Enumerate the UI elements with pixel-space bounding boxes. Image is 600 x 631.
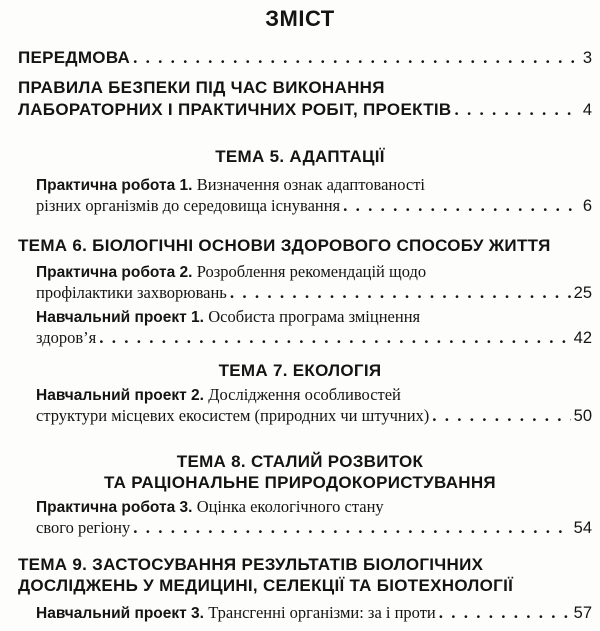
topic-heading: ТЕМА 5. АДАПТАЦІЇ (215, 147, 385, 166)
entry-text: Трансгенні організми: за і проти (208, 603, 436, 622)
topic-heading: ТЕМА 7. ЕКОЛОГІЯ (218, 361, 382, 380)
leader-dots (230, 283, 571, 303)
toc-entry[interactable] (36, 262, 592, 283)
toc-entry[interactable] (36, 307, 592, 328)
topic-heading: ТЕМА 6. БІОЛОГІЧНІ ОСНОВИ ЗДОРОВОГО СПОСОБУ ЖИТТЯ (18, 236, 551, 255)
toc-entry-title: ЛАБОРАТОРНИХ І ПРАКТИЧНИХ РОБІТ, ПРОЕКТІВ (18, 100, 452, 119)
topic-heading: ТЕМА 9. ЗАСТОСУВАННЯ РЕЗУЛЬТАТІВ БІОЛОГІЧНИХ (18, 555, 484, 574)
leader-dots (133, 518, 570, 538)
entry-text: Розроблення рекомендацій щодо (196, 262, 427, 281)
entry-text: профілактики захворювань (36, 283, 227, 302)
page-number: 6 (582, 197, 592, 215)
topic-heading: ДОСЛІДЖЕНЬ У МЕДИЦИНІ, СЕЛЕКЦІЇ ТА БІОТЕХНОЛОГІЇ (18, 576, 514, 595)
page-number: 25 (573, 284, 592, 302)
leader-dots (439, 603, 571, 623)
entry-text: Дослідження особливостей (208, 385, 401, 404)
toc-entry[interactable] (36, 175, 592, 196)
toc-entry-title: ПРАВИЛА БЕЗПЕКИ ПІД ЧАС ВИКОНАННЯ (18, 78, 385, 97)
leader-dots (432, 406, 570, 426)
entry-text: здоров’я (36, 328, 97, 347)
entry-label: Практична робота 3. (36, 499, 193, 516)
topic-heading: ТА РАЦІОНАЛЬНЕ ПРИРОДОКОРИСТУВАННЯ (104, 473, 496, 492)
toc-entry-safety-line1[interactable] (18, 78, 592, 98)
page-title: ЗМІСТ (265, 6, 335, 31)
page-number: 57 (573, 604, 592, 622)
page-number: 50 (573, 407, 592, 425)
entry-text: Оцінка екологічного стану (196, 497, 384, 516)
toc-entry-preface[interactable] (18, 48, 592, 68)
entry-label: Навчальний проект 3. (36, 605, 204, 622)
toc-entry-title: ПЕРЕДМОВА (18, 48, 131, 67)
entry-label: Практична робота 1. (36, 177, 193, 194)
leader-dots (133, 48, 580, 68)
toc-entry[interactable] (36, 518, 592, 538)
leader-dots (454, 100, 579, 120)
entry-text: Визначення ознак адаптованості (196, 175, 425, 194)
toc-entry[interactable] (36, 406, 592, 426)
leader-dots (99, 328, 570, 348)
toc-entry[interactable] (36, 283, 592, 303)
toc-entry[interactable] (36, 328, 592, 348)
page-number: 42 (573, 329, 592, 347)
entry-text: різних організмів до середовища існування (36, 196, 341, 215)
entry-text: свого регіону (36, 518, 131, 537)
toc-entry[interactable] (36, 603, 592, 624)
entry-label: Практична робота 2. (36, 264, 193, 281)
page-number: 4 (582, 101, 592, 119)
page-number: 3 (582, 49, 592, 67)
entry-label: Навчальний проект 1. (36, 309, 204, 326)
toc-entry-safety-line2[interactable] (18, 100, 592, 120)
page-number: 54 (573, 519, 592, 537)
entry-text: Особиста програма зміцнення (208, 307, 421, 326)
leader-dots (343, 196, 580, 216)
entry-text: структури місцевих екосистем (природних чи штучних) (36, 406, 430, 425)
entry-label: Навчальний проект 2. (36, 387, 204, 404)
toc-entry[interactable] (36, 196, 592, 216)
toc-entry[interactable] (36, 385, 592, 406)
toc-entry[interactable] (36, 497, 592, 518)
topic-heading: ТЕМА 8. СТАЛИЙ РОЗВИТОК (176, 452, 424, 471)
